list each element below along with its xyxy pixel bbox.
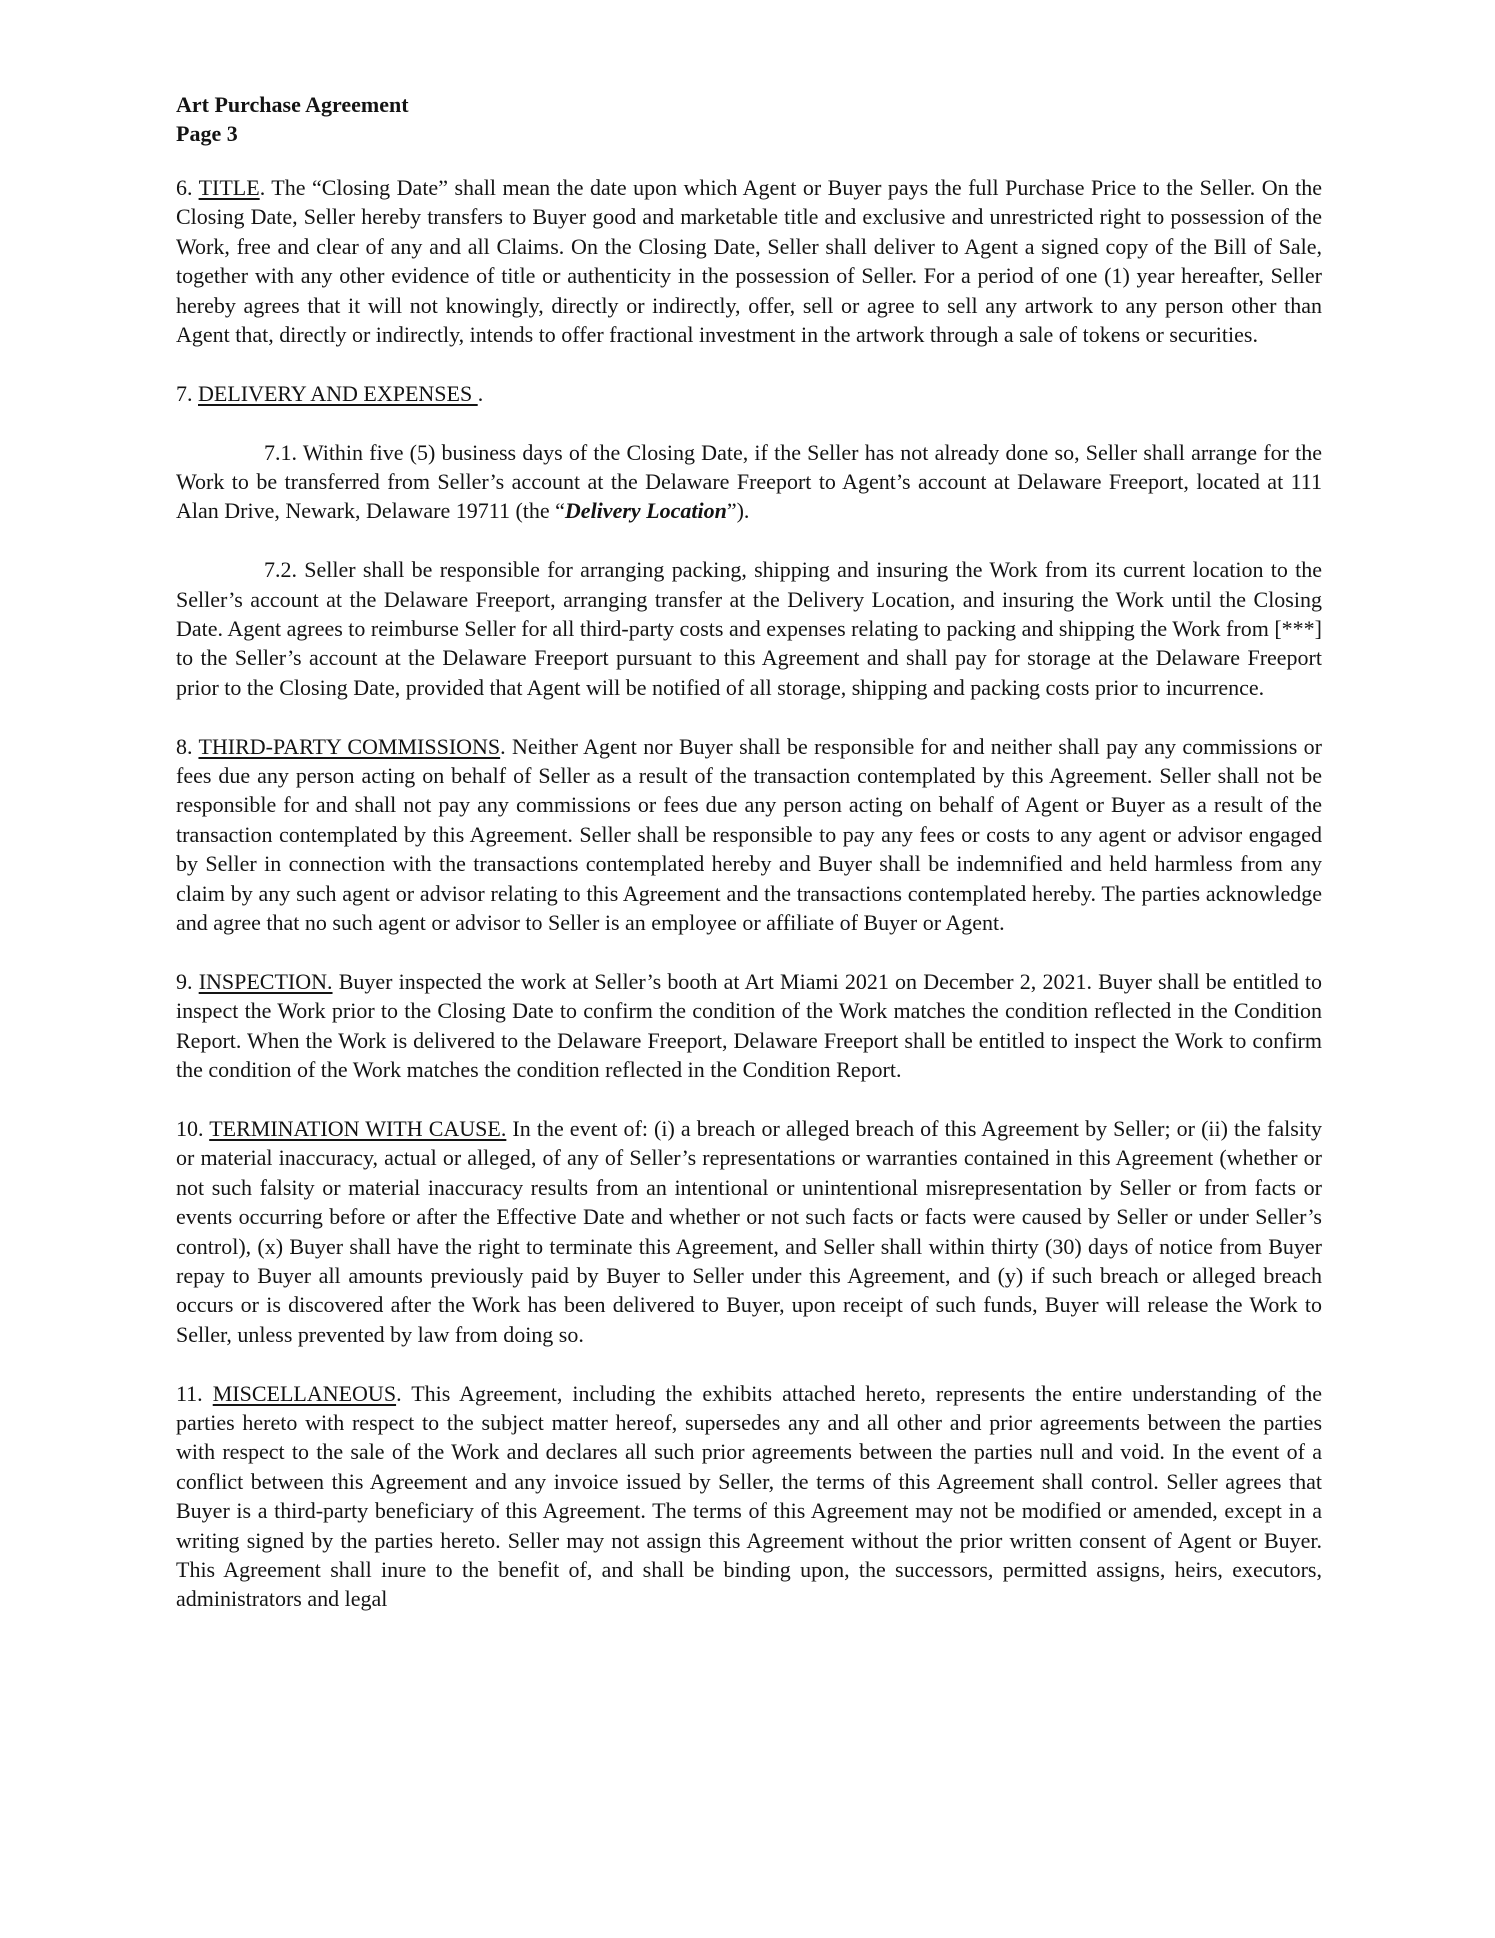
section-heading: INSPECTION. — [198, 968, 333, 994]
section-9-inspection: 9. INSPECTION. Buyer inspected the work at Seller’s booth at Art Miami 2021 on December 2, 2021. Buyer shall be entitled to inspect the Work prior to the Closing Date to confirm the condition of the Work matches the condition reflected in the Condition Report. When the Work is delivered to the Delaware Freeport, Delaware Freeport shall be entitled to inspect the Work to confirm the condition of the Work matches the condition reflected in the Condition Report. — [176, 968, 1322, 1083]
section-heading: TITLE — [198, 175, 260, 200]
section-8-commissions: 8. THIRD-PARTY COMMISSIONS. Neither Agent nor Buyer shall be responsible for and neither shall pay any commissions or fees due any person acting on behalf of Seller as a result of the transaction contemplated by this Agreement. Seller shall not be responsible for and shall not pay any commissions or fees due any person acting on behalf of Agent or Buyer as a result of the transaction contemplated by this Agreement. Seller shall be responsible to pay any fees or costs to any agent or advisor engaged by Seller in connection with the transactions contemplated hereby and Buyer shall be indemnified and held harmless from any claim by any such agent or advisor relating to this Agreement and the transactions contemplated hereby. The parties acknowledge and agree that no such agent or advisor to Seller is an employee or affiliate of Buyer or Agent. — [176, 733, 1322, 936]
section-heading: MISCELLANEOUS — [212, 1380, 397, 1406]
page-number: Page 3 — [176, 121, 238, 146]
section-7-delivery: 7. DELIVERY AND EXPENSES . — [176, 380, 484, 406]
document-title: Art Purchase Agreement — [176, 92, 409, 117]
section-7-2: 7.2. Seller shall be responsible for arranging packing, shipping and insuring the Work from its current location to the Seller’s account at the Delaware Freeport, arranging transfer at the Delivery Location, and insuring the Work until the Closing Date. Agent agrees to reimburse Seller for all third-party costs and expenses relating to packing and shipping the Work from [***] to the Seller’s account at the Delaware Freeport pursuant to this Agreement and shall pay for storage at the Delaware Freeport prior to the Closing Date, provided that Agent will be notified of all storage, shipping and packing costs prior to incurrence. — [176, 557, 1322, 700]
section-heading: TERMINATION WITH CAUSE. — [209, 1115, 507, 1141]
section-heading: DELIVERY AND EXPENSES — [198, 380, 478, 406]
section-10-termination: 10. TERMINATION WITH CAUSE. In the event of: (i) a breach or alleged breach of this Agreement by Seller; or (ii) the falsity or material inaccuracy, actual or alleged, of any of Seller’s representations or warranties contained in this Agreement (whether or not such falsity or material inaccuracy results from an intentional or unintentional misrepresentation by Seller or from facts or events occurring before or after the Effective Date and whether or not such facts or facts were caused by Seller or under Seller’s control), (x) Buyer shall have the right to terminate this Agreement, and Seller shall within thirty (30) days of notice from Buyer repay to Buyer all amounts previously paid by Buyer to Seller under this Agreement, and (y) if such breach or alleged breach occurs or is discovered after the Work has been delivered to Buyer, upon receipt of such funds, Buyer will release the Work to Seller, unless prevented by law from doing so. — [176, 1115, 1323, 1347]
section-6-title: 6. TITLE. The “Closing Date” shall mean the date upon which Agent or Buyer pays the full Purchase Price to the Seller. On the Closing Date, Seller hereby transfers to Buyer good and marketable title and exclusive and unrestricted right to possession of the Work, free and clear of any and all Claims. On the Closing Date, Seller shall deliver to Agent a signed copy of the Bill of Sale, together with any other evidence of title or authenticity in the possession of Seller. For a period of one (1) year hereafter, Seller hereby agrees that it will not knowingly, directly or indirectly, offer, sell or agree to sell any artwork to any person other than Agent that, directly or indirectly, intends to offer fractional investment in the artwork through a sale of tokens or securities. — [176, 175, 1322, 348]
section-7-1: 7.1. Within five (5) business days of the Closing Date, if the Seller has not already done so, Seller shall arrange for the Work to be transferred from Seller’s account at the Delaware Freeport to Agent’s account at Delaware Freeport, located at 111 Alan Drive, Newark, Delaware 19711 (the “Delivery Location”). — [176, 439, 1322, 524]
section-heading: THIRD-PARTY COMMISSIONS — [198, 733, 501, 759]
agreement-body — [176, 173, 1322, 1614]
page-header — [176, 90, 1322, 148]
section-11-miscellaneous: 11. MISCELLANEOUS. This Agreement, including the exhibits attached hereto, represents the entire understanding of the parties hereto with respect to the subject matter hereof, supersedes any and all other and prior agreements between the parties with respect to the sale of the Work and declares all such prior agreements between the parties null and void. In the event of a conflict between this Agreement and any invoice issued by Seller, the terms of this Agreement shall control. Seller agrees that Buyer is a third-party beneficiary of this Agreement. The terms of this Agreement may not be modified or amended, except in a writing signed by the parties hereto. Seller may not assign this Agreement without the prior written consent of Agent or Buyer. This Agreement shall inure to the benefit of, and shall be binding upon, the successors, permitted assigns, heirs, executors, administrators and legal — [176, 1380, 1323, 1612]
defined-term: Delivery Location — [564, 498, 727, 524]
